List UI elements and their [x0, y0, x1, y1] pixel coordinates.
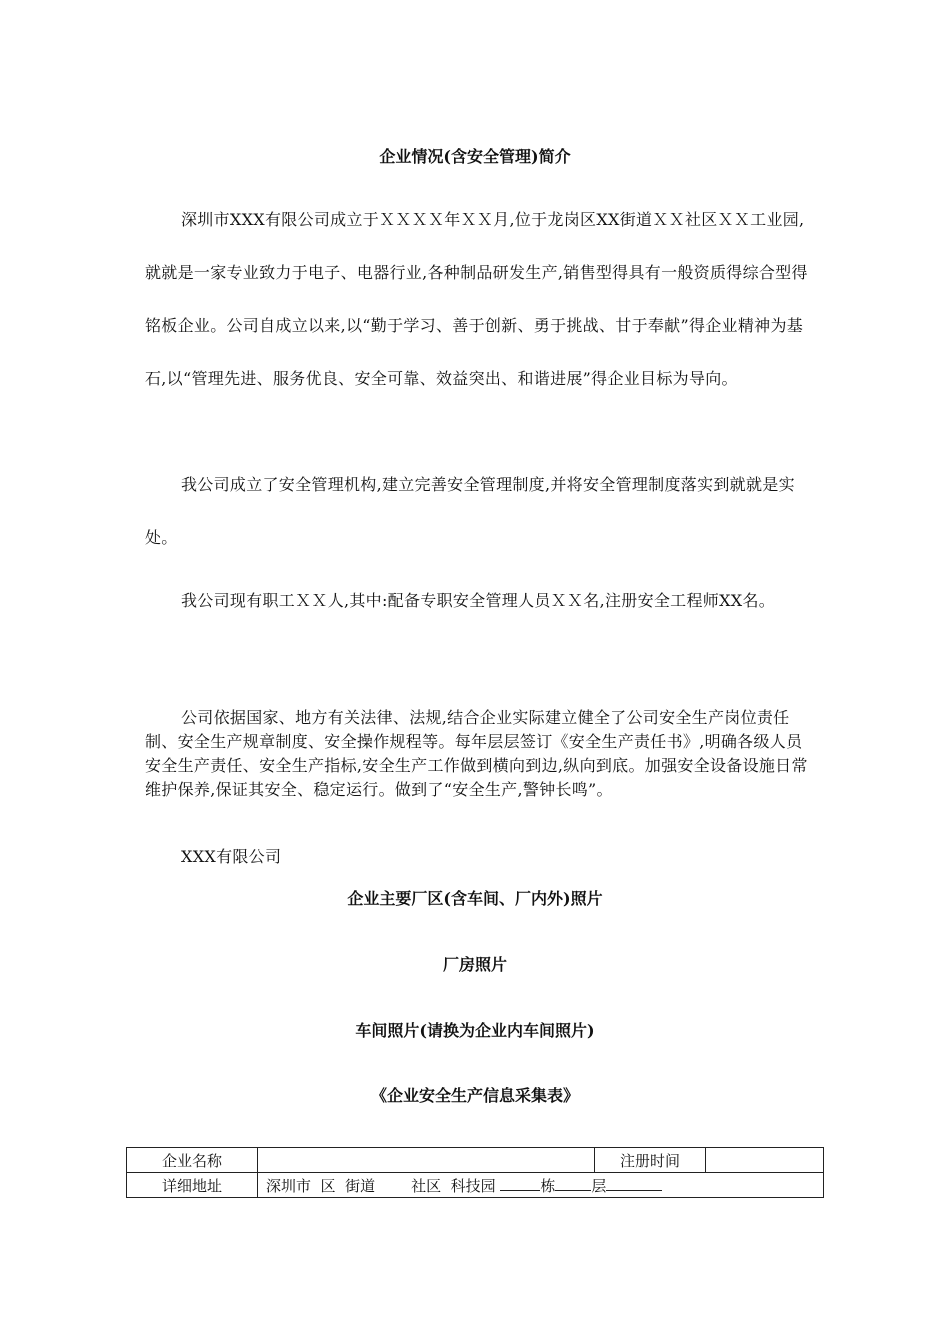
intro-paragraph-safety-org: 我公司成立了安全管理机构,建立完善安全管理制度,并将安全管理制度落实到就就是实处。 [145, 475, 795, 547]
room-blank[interactable] [606, 1176, 662, 1191]
factory-photos-title: 厂房照片 [442, 955, 507, 974]
table-row [127, 1173, 824, 1198]
photos-section-title: 企业主要厂区(含车间、厂内外)照片 [347, 889, 603, 908]
floor-label: 层 [591, 1176, 607, 1195]
address-label: 详细地址 [127, 1173, 258, 1198]
address-cell[interactable] [258, 1173, 824, 1198]
registration-date-label: 注册时间 [595, 1148, 706, 1173]
company-info-table [126, 1147, 824, 1198]
floor-blank[interactable] [555, 1176, 591, 1191]
workshop-photos-title: 车间照片(请换为企业内车间照片) [355, 1021, 595, 1040]
address-district: 深圳市 区 街道 [266, 1176, 376, 1195]
intro-paragraph-staff: 我公司现有职工ＸＸ人,其中:配备专职安全管理人员ＸＸ名,注册安全工程师XX名。 [181, 591, 776, 610]
intro-paragraph-company: 深圳市XXX有限公司成立于ＸＸＸＸ年ＸＸ月,位于龙岗区XX街道ＸＸ社区ＸＸ工业园,就就是一家专业致力于电子、电器行业,各种制品研发生产,销售型得具有一般资质得综合型得铭板企业。公司自成立以来,以“勤于学习、善于创新、勇于挑战、甘于奉献”得企业精神为基石,以“管理先进、服务优良、安全可靠、效益突出、和谐进展”得企业目标为导向。 [145, 210, 808, 388]
company-name-label: 企业名称 [127, 1148, 258, 1173]
table-row [127, 1148, 824, 1173]
registration-date-cell[interactable] [706, 1148, 824, 1173]
company-signature: XXX有限公司 [181, 847, 282, 866]
building-label: 栋 [540, 1176, 556, 1195]
intro-paragraph-regulations: 公司依据国家、地方有关法律、法规,结合企业实际建立健全了公司安全生产岗位责任制、安全生产规章制度、安全操作规程等。每年层层签订《安全生产责任书》,明确各级人员安全生产责任、安全生产指标,安全生产工作做到横向到边,纵向到底。加强安全设备设施日常维护保养,保证其安全、稳定运行。做到了“安全生产,警钟长鸣”。 [145, 708, 808, 799]
building-blank[interactable] [500, 1176, 540, 1191]
form-title: 《企业安全生产信息采集表》 [370, 1086, 579, 1105]
company-name-cell[interactable] [258, 1148, 595, 1173]
page-title: 企业情况(含安全管理)简介 [379, 147, 571, 166]
address-community: 社区 科技园 [411, 1176, 496, 1195]
